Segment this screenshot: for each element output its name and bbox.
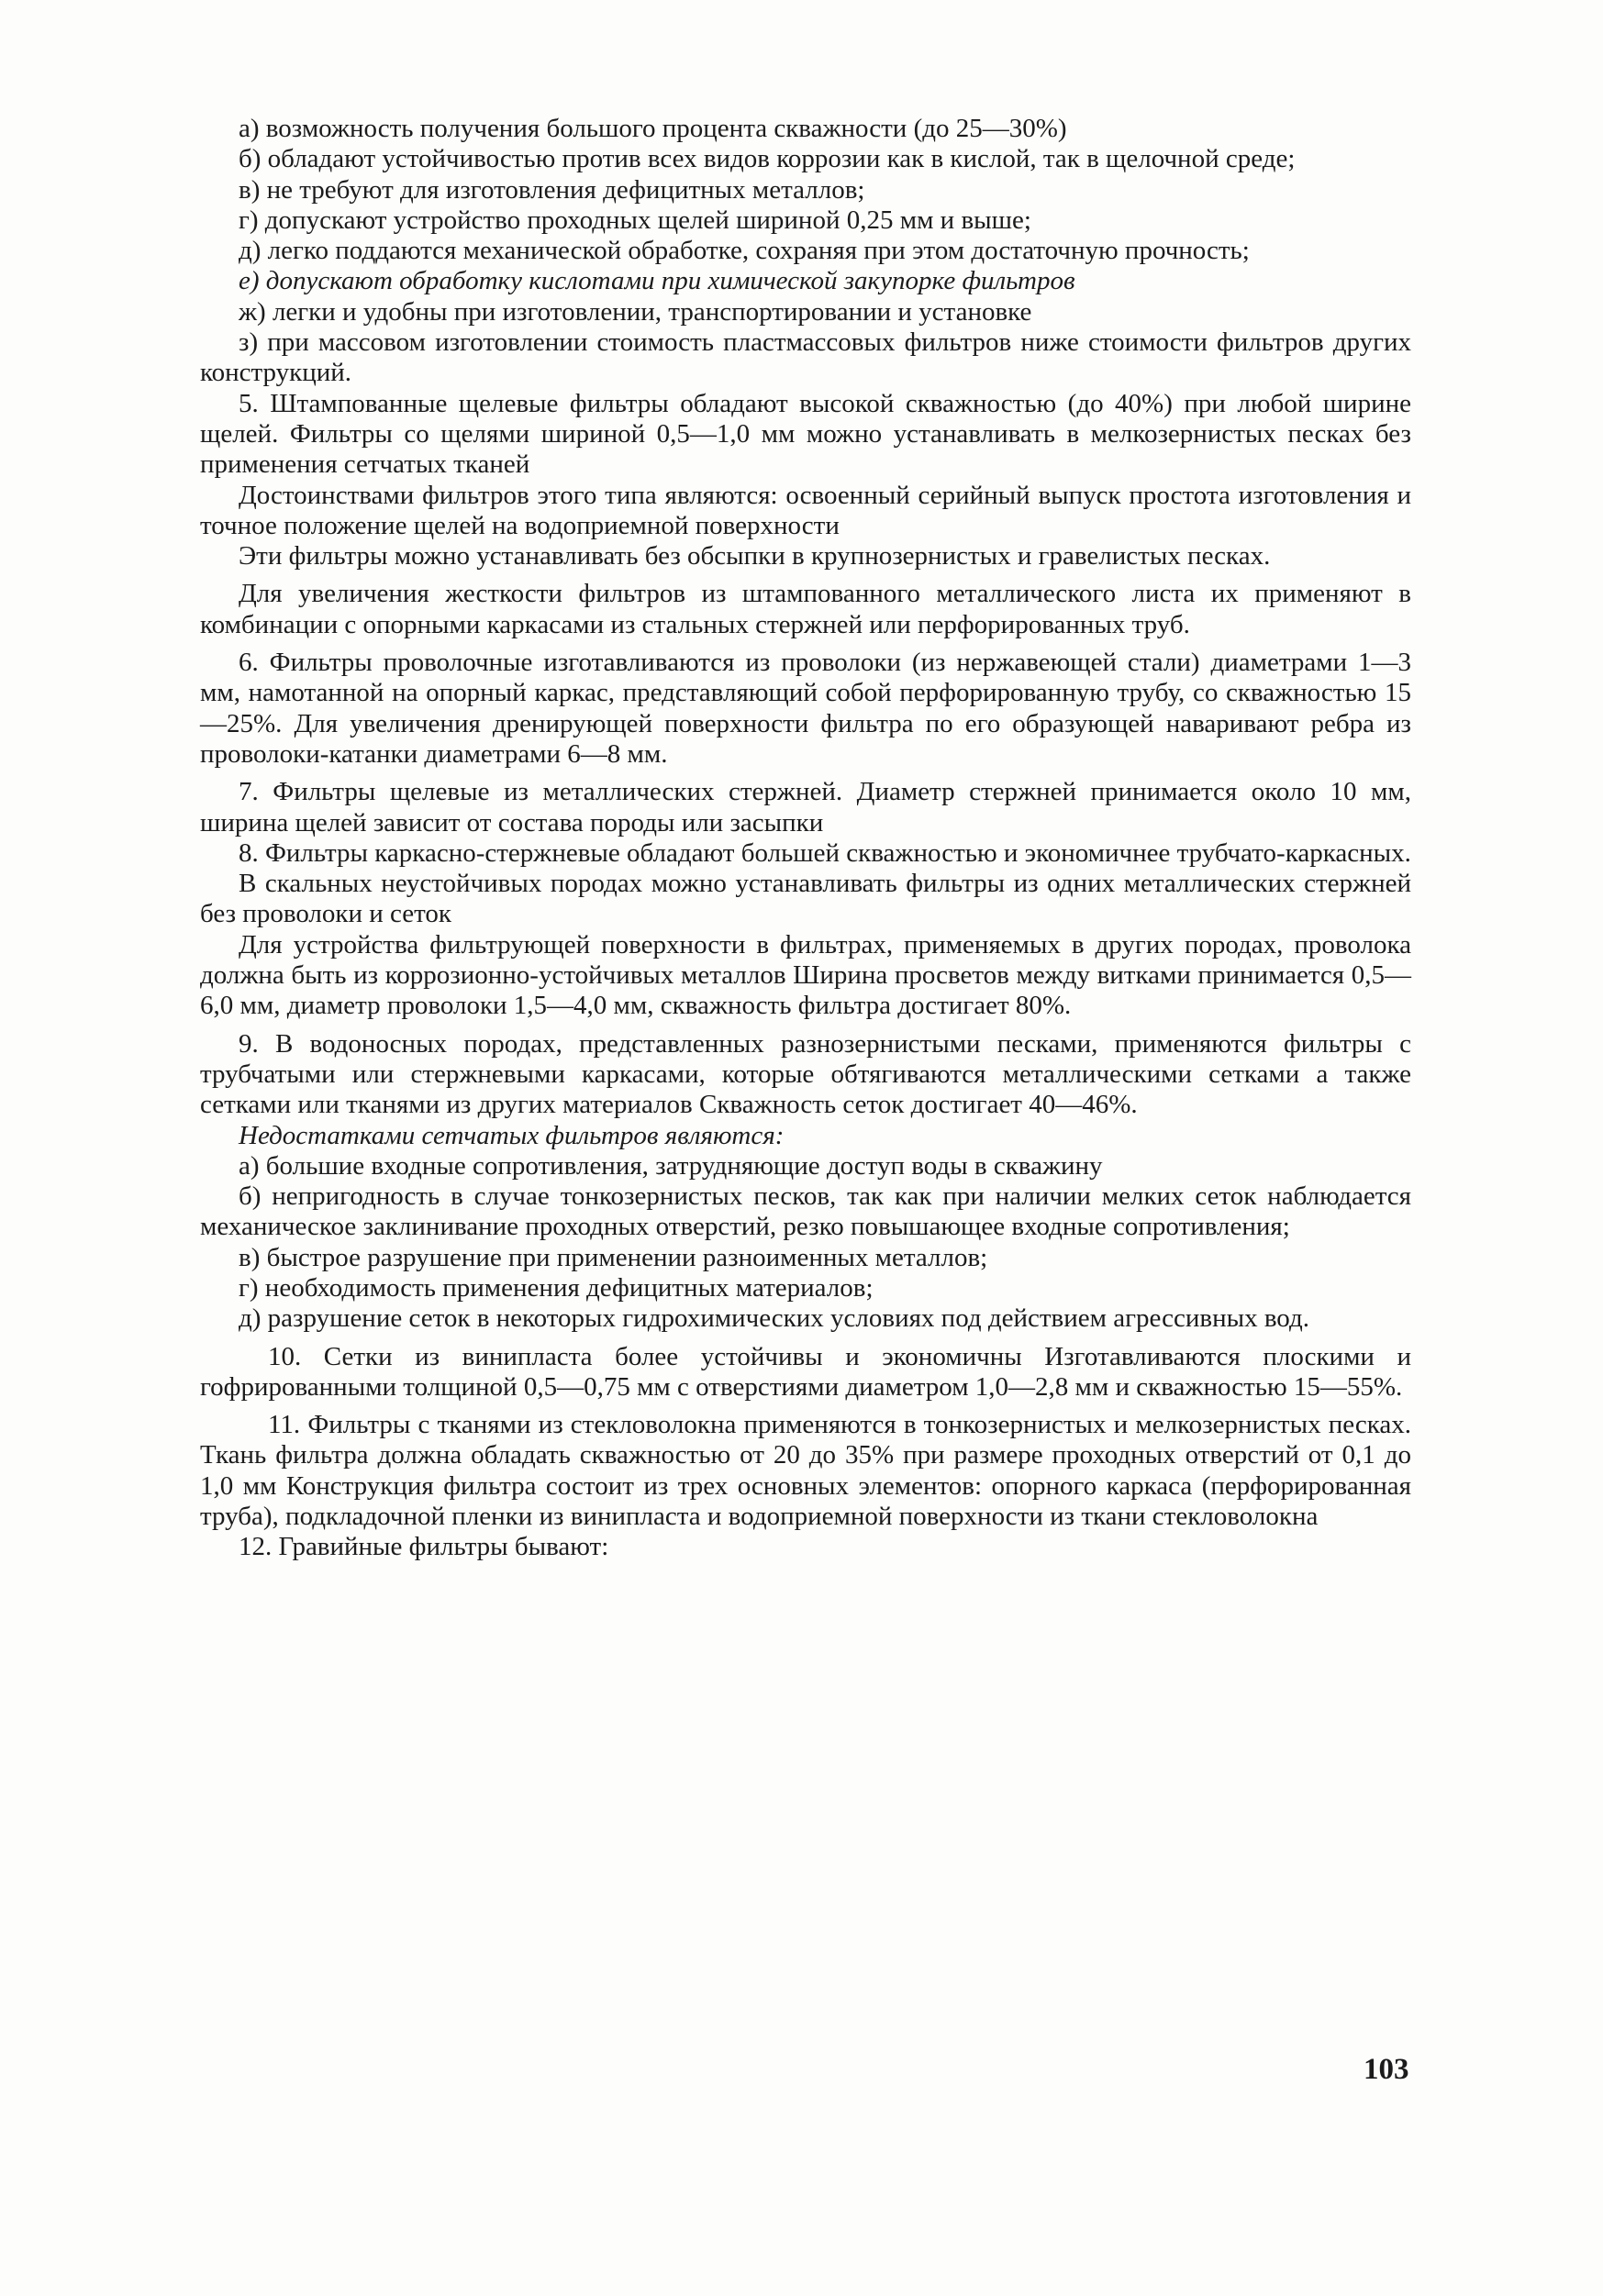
paragraph-z-cost: з) при массовом изготовлении стоимость пластмассовых фильтров ниже стоимости фильтров других конструкций.	[200, 327, 1411, 388]
paragraph-disadvantages: Недостатками сетчатых фильтров являются:	[239, 1120, 785, 1150]
paragraph-filter-surface: Для устройства фильтрующей поверхности в фильтрах, применяемых в других породах, проволока должна быть из коррозионно-устойчивых металлов Ширина просветов между витками принимается 0,5—6,0 мм, диаметр проволоки 1,5—4,0 мм, скважность фильтра достигает 80%.	[200, 929, 1411, 1021]
paragraph-dis-d: д) разрушение сеток в некоторых гидрохимических условиях под действием агрессивных вод.	[239, 1303, 1309, 1334]
paragraph-advantages: Достоинствами фильтров этого типа являются: освоенный серийный выпуск простота изготовления и точное положение щелей на водоприемной поверхности	[200, 480, 1411, 540]
paragraph-v-metals: в) не требуют для изготовления дефицитных металлов;	[239, 174, 865, 205]
paragraph-dis-v: в) быстрое разрушение при применении разноименных металлов;	[239, 1242, 988, 1272]
paragraph-12-gravel: 12. Гравийные фильтры бывают:	[239, 1532, 609, 1562]
paragraph-rigidity: Для увеличения жесткости фильтров из штампованного металлического листа их применяют в комбинации с опорными каркасами из стальных стержней или перфорированных труб.	[200, 579, 1411, 639]
page-body	[200, 114, 1411, 1563]
paragraph-6-wire: 6. Фильтры проволочные изготавливаются из проволоки (из нержавеющей стали) диаметрами 1—3 мм, намотанной на опорный каркас, представляющий собой перфорированную трубу, со скважностью 15—25%. Для увеличения дренирующей поверхности фильтра по его образующей наваривают ребра из проволоки-катанки диаметрами 6—8 мм.	[200, 648, 1411, 769]
paragraph-7-rods: 7. Фильтры щелевые из металлических стержней. Диаметр стержней принимается около 10 мм, ширина щелей зависит от состава породы или засыпки	[200, 777, 1411, 837]
paragraph-5-stamped: 5. Штампованные щелевые фильтры обладают высокой скважностью (до 40%) при любой ширине щелей. Фильтры со щелями шириной 0,5—1,0 мм можно устанавливать в мелкозернистых песках без применения сетчатых тканей	[200, 388, 1411, 480]
paragraph-rock: В скальных неустойчивых породах можно устанавливать фильтры из одних металлических стержней без проволоки и сеток	[200, 869, 1411, 929]
paragraph-11-fiberglass: 11. Фильтры с тканями из стекловолокна применяются в тонкозернистых и мелкозернистых песках. Ткань фильтра должна обладать скважностью от 20 до 35% при размере проходных отверстий от 0,1 до 1,0 мм Конструкция фильтра состоит из трех основных элементов: опорного каркаса (перфорированная труба), подкладочной пленки из винипласта и водоприемной поверхности из ткани стекловолокна	[200, 1410, 1411, 1532]
paragraph-8-frame-rod: 8. Фильтры каркасно-стержневые обладают большей скважностью и экономичнее трубчато-каркасных.	[239, 837, 1411, 868]
paragraph-a-porosity: а) возможность получения большого процента скважности (до 25—30%)	[239, 114, 1067, 143]
paragraph-zh-light: ж) легки и удобны при изготовлении, транспортировании и установке	[239, 296, 1032, 327]
paragraph-9-mesh: 9. В водоносных породах, представленных разнозернистыми песками, применяются фильтры с трубчатыми или стержневыми каркасами, которые обтягиваются металлическими сетками а также сетками или тканями из других материалов Скважность сеток достигает 40—46%.	[200, 1028, 1411, 1120]
paragraph-g-slots: г) допускают устройство проходных щелей шириной 0,25 мм и выше;	[239, 205, 1031, 235]
paragraph-b-corrosion: б) обладают устойчивостью против всех видов коррозии как в кислой, так в щелочной среде;	[239, 144, 1296, 174]
page-number: 103	[1364, 2053, 1409, 2086]
paragraph-dis-g: г) необходимость применения дефицитных материалов;	[239, 1272, 874, 1303]
paragraph-e-acid: е) допускают обработку кислотами при химической закупорке фильтров	[239, 266, 1075, 296]
paragraph-dis-b: б) непригодность в случае тонкозернистых песков, так как при наличии мелких сеток наблюдается механическое заклинивание проходных отверстий, резко повышающее входные сопротивления;	[200, 1181, 1411, 1242]
paragraph-dis-a: а) большие входные сопротивления, затрудняющие доступ воды в скважину	[239, 1150, 1103, 1181]
paragraph-10-vinyl: 10. Сетки из винипласта более устойчивы и экономичны Изготавливаются плоскими и гофрированными толщиной 0,5—0,75 мм с отверстиями диаметром 1,0—2,8 мм и скважностью 15—55%.	[200, 1341, 1411, 1402]
paragraph-d-machining: д) легко поддаются механической обработке, сохраняя при этом достаточную прочность;	[239, 236, 1250, 266]
paragraph-gravel-sands: Эти фильтры можно устанавливать без обсыпки в крупнозернистых и гравелистых песках.	[239, 541, 1271, 571]
